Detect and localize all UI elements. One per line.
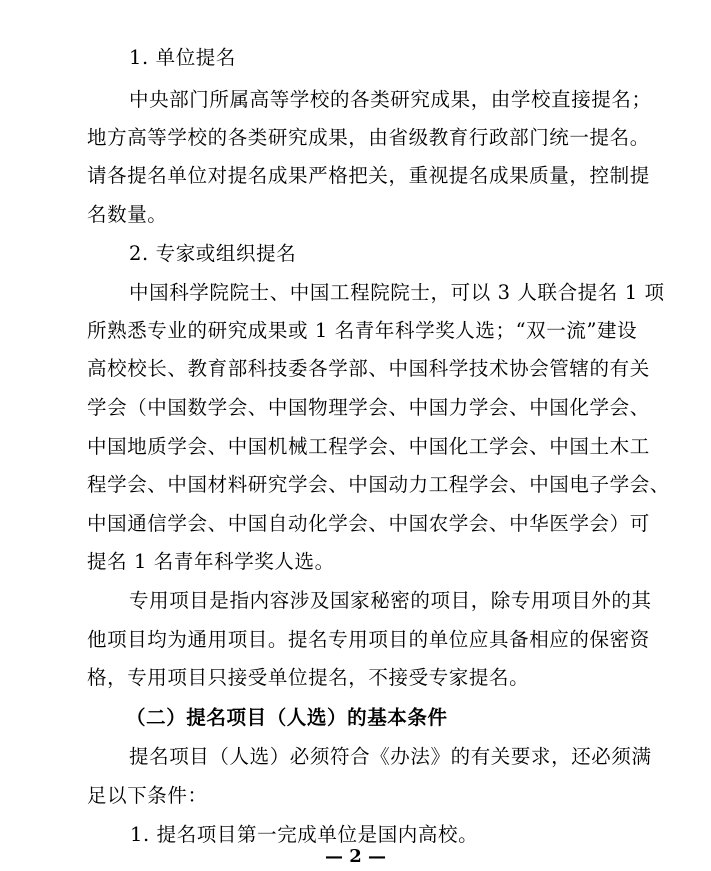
paragraph-line: 请各提名单位对提名成果严格把关，重视提名成果质量，控制提 bbox=[87, 164, 650, 187]
paragraph-line: 格，专用项目只接受单位提名，不接受专家提名。 bbox=[87, 666, 530, 689]
paragraph-line: 高校校长、教育部科技委各学部、中国科学技术协会管辖的有关 bbox=[87, 357, 650, 380]
paragraph-line: 程学会、中国材料研究学会、中国动力工程学会、中国电子学会、 bbox=[87, 473, 670, 496]
paragraph-line: 专用项目是指内容涉及国家秘密的项目，除专用项目外的其 bbox=[129, 589, 652, 612]
paragraph-line: 所熟悉专业的研究成果或 1 名青年科学奖人选；“双一流”建设 bbox=[87, 319, 638, 342]
section-heading: （二）提名项目（人选）的基本条件 bbox=[126, 706, 448, 729]
paragraph-line: 他项目均为通用项目。提名专用项目的单位应具备相应的保密资 bbox=[87, 628, 650, 651]
paragraph-line: 中央部门所属高等学校的各类研究成果，由学校直接提名； bbox=[129, 88, 652, 111]
paragraph-line: 中国地质学会、中国机械工程学会、中国化工学会、中国土木工 bbox=[87, 435, 650, 458]
paragraph-line: 地方高等学校的各类研究成果，由省级教育行政部门统一提名。 bbox=[87, 126, 650, 149]
paragraph-line: 名数量。 bbox=[87, 203, 168, 226]
paragraph-line: 中国通信学会、中国自动化学会、中国农学会、中华医学会）可 bbox=[87, 512, 650, 535]
paragraph-line: 中国科学院院士、中国工程院院士，可以 3 人联合提名 1 项 bbox=[129, 281, 665, 304]
page-number: — 2 — bbox=[324, 846, 387, 867]
item-1-condition: 1. 提名项目第一完成单位是国内高校。 bbox=[130, 823, 479, 846]
paragraph-line: 足以下条件： bbox=[87, 784, 208, 807]
paragraph-line: 提名 1 名青年科学奖人选。 bbox=[87, 550, 335, 573]
item-2-heading: 2. 专家或组织提名 bbox=[129, 242, 297, 265]
paragraph-line: 提名项目（人选）必须符合《办法》的有关要求，还必须满 bbox=[129, 745, 652, 768]
item-1-heading: 1. 单位提名 bbox=[129, 46, 237, 69]
paragraph-line: 学会（中国数学会、中国物理学会、中国力学会、中国化学会、 bbox=[87, 396, 650, 419]
